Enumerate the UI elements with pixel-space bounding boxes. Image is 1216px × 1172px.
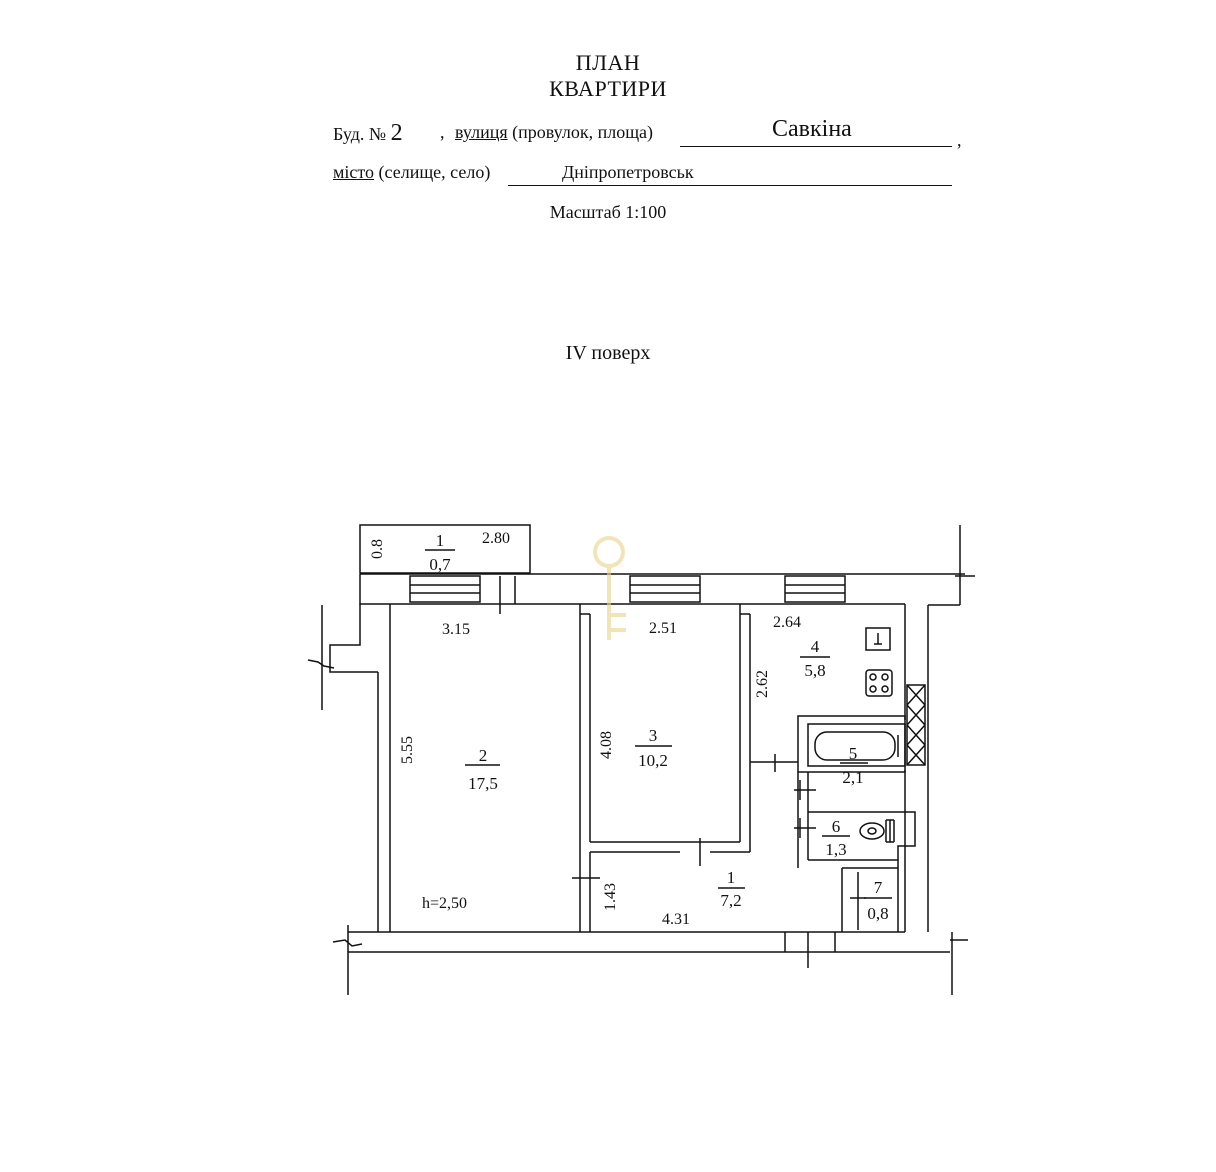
room-3-area: 10,2: [638, 751, 668, 770]
room-hall-area: 7,2: [720, 891, 742, 910]
city-value: Дніпропетровськ: [562, 162, 694, 182]
room-hall-number: 1: [726, 868, 736, 887]
dim-balcony-length: 2.80: [482, 530, 510, 547]
room-1-balcony-number: 1: [435, 531, 445, 550]
dim-kitchen-width: 2.64: [773, 614, 801, 631]
dim-room-2-width: 3.15: [442, 621, 470, 638]
city-label-rest: (селище, село): [378, 162, 491, 182]
street-value: Савкіна: [772, 116, 852, 142]
scale-label: Масштаб 1:100: [549, 202, 667, 222]
street-label-rest: (провулок, площа): [512, 122, 654, 142]
toilet-icon: [860, 823, 884, 839]
plan-title-line-2: КВАРТИРИ: [549, 76, 667, 101]
ceiling-height: h=2,50: [422, 895, 468, 912]
watermark-key-logo: [595, 538, 626, 640]
room-6-area: 1,3: [825, 840, 847, 859]
dim-room-3-length: 4.08: [598, 731, 615, 759]
room-3-number: 3: [648, 726, 658, 745]
dim-balcony-depth: 0.8: [369, 539, 386, 559]
room-7-area: 0,8: [867, 904, 889, 923]
ventilation-shaft: [907, 685, 925, 765]
room-1-balcony-area: 0,7: [429, 555, 451, 574]
room-5-area: 2,1: [842, 768, 864, 787]
room-2-number: 2: [478, 746, 488, 765]
room-4-area: 5,8: [804, 661, 826, 680]
dim-room-3-width: 2.51: [649, 620, 677, 637]
dim-room-2-length: 5.55: [399, 736, 416, 764]
window-room-3: [630, 576, 700, 602]
room-5-number: 5: [848, 744, 858, 763]
room-4-number: 4: [810, 637, 820, 656]
window-kitchen: [785, 576, 845, 602]
window-room-2: [410, 576, 480, 602]
city-label: місто: [333, 162, 375, 182]
room-6-number: 6: [831, 817, 841, 836]
dim-hall-length: 4.31: [662, 911, 690, 928]
room-7-number: 7: [873, 878, 883, 897]
comma-2: ,: [957, 130, 962, 150]
dim-hall-depth: 1.43: [602, 883, 619, 911]
building-number: 2: [390, 120, 403, 146]
comma-1: ,: [440, 122, 445, 142]
plan-title-line-1: ПЛАН: [575, 50, 641, 75]
floor-label: IV поверх: [565, 342, 651, 364]
street-label: вулиця: [455, 122, 508, 142]
building-label: Буд. №: [333, 124, 387, 144]
room-2-area: 17,5: [468, 774, 498, 793]
dim-kitchen-length: 2.62: [754, 670, 771, 698]
stove-icon: [866, 670, 892, 696]
